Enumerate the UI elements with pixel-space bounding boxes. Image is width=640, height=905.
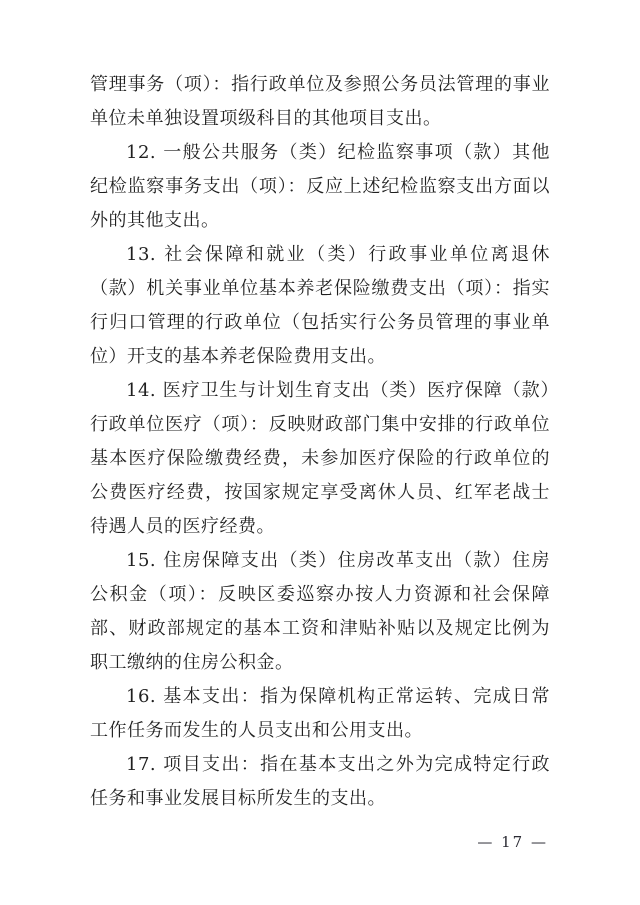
- paragraph-item-13: 13. 社会保障和就业（类）行政事业单位离退休（款）机关事业单位基本养老保险缴费支出（项）：指实行归口管理的行政单位（包括实行公务员管理的事业单位）开支的基本养老保险费用支出。: [90, 244, 550, 367]
- document-body: [90, 68, 550, 816]
- paragraph-item-11-continuation: 管理事务（项）：指行政单位及参照公务员法管理的事业单位未单独设置项级科目的其他项目支出。: [90, 74, 550, 129]
- page-number: — 17 —: [477, 833, 548, 851]
- paragraph-item-14: 14. 医疗卫生与计划生育支出（类）医疗保障（款）行政单位医疗（项）：反映财政部门集中安排的行政单位基本医疗保险缴费经费，未参加医疗保险的行政单位的公费医疗经费，按国家规定享受离休人员、红军老战士待遇人员的医疗经费。: [90, 380, 550, 537]
- paragraph-item-16: 16. 基本支出：指为保障机构正常运转、完成日常工作任务而发生的人员支出和公用支出。: [90, 686, 550, 741]
- paragraph-item-12: 12. 一般公共服务（类）纪检监察事项（款）其他纪检监察事务支出（项）：反应上述纪检监察支出方面以外的其他支出。: [90, 142, 550, 231]
- paragraph-item-15: 15. 住房保障支出（类）住房改革支出（款）住房公积金（项）：反映区委巡察办按人力资源和社会保障部、财政部规定的基本工资和津贴补贴以及规定比例为职工缴纳的住房公积金。: [90, 550, 550, 673]
- paragraph-item-17: 17. 项目支出：指在基本支出之外为完成特定行政任务和事业发展目标所发生的支出。: [90, 754, 550, 809]
